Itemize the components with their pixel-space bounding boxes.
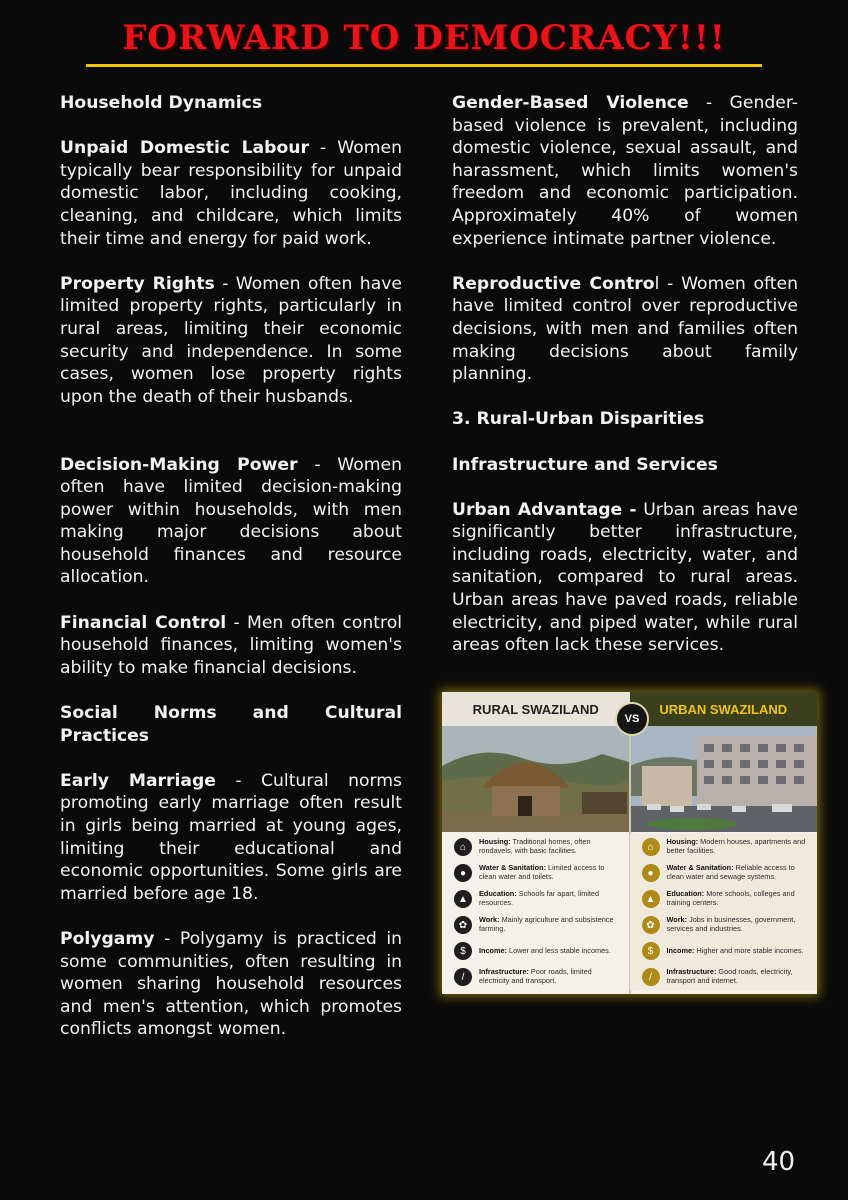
page-number: 40 <box>762 1147 796 1177</box>
row-label: Water & Sanitation: <box>666 863 734 873</box>
paragraph-unpaid-labour <box>60 137 402 250</box>
row-label: Housing: <box>479 837 511 847</box>
section-heading-social-norms: Social Norms and Cultural Practices <box>60 703 402 746</box>
rural-cell <box>442 834 630 860</box>
text-financial-control: - Men often control household finances, limiting women's ability to make financial decisions. <box>60 612 402 678</box>
section-heading-rural-urban: 3. Rural-Urban Disparities <box>452 409 705 430</box>
urban-cell <box>630 912 818 938</box>
comparison-row <box>442 886 817 912</box>
comparison-row <box>442 912 817 938</box>
road-icon: / <box>642 968 660 986</box>
urban-cell <box>630 860 818 886</box>
road-icon: / <box>454 968 472 986</box>
row-label: Housing: <box>666 837 699 847</box>
water-drop-icon: ● <box>642 864 660 882</box>
paragraph-reproductive-control <box>452 273 798 386</box>
term-urban-advantage: Urban Advantage - <box>452 499 637 520</box>
text-reproductive-control: l - Women often have limited control over reproductive decisions, with men and families often making decisions about family planning. <box>452 273 798 385</box>
left-column <box>60 92 402 1041</box>
row-text: Mainly agriculture and subsistence farming. <box>479 915 614 933</box>
row-label: Water & Sanitation: <box>479 863 547 873</box>
rural-cell <box>442 860 630 886</box>
vs-badge: VS <box>615 702 649 736</box>
row-text: Traditional homes, often rondavels, with basic facilities. <box>479 837 591 855</box>
row-text: Higher and more stable incomes. <box>694 945 804 955</box>
term-financial-control: Financial Control <box>60 612 227 633</box>
term-reproductive-control: Reproductive Contro <box>452 273 655 294</box>
text-urban-advantage: Urban areas have significantly better infrastructure, including roads, electricity, water, and sanitation, compared to rural areas. Urban areas have paved roads, reliable electricity, and piped water, while rural areas often lack these services. <box>452 499 799 656</box>
paragraph-decision-making <box>60 454 402 590</box>
page-title: FORWARD TO DEMOCRACY!!! <box>122 18 726 58</box>
text-gender-violence: - Gender-based violence is prevalent, including domestic violence, sexual assault, and harassment, which limits women's freedom and economic participation. Approximately 40% of women experience intimate partner violence. <box>452 93 798 249</box>
work-icon: ✿ <box>454 916 472 934</box>
house-icon: ⌂ <box>454 838 472 856</box>
rural-cell <box>442 938 630 964</box>
paragraph-gender-violence <box>452 92 798 250</box>
work-icon: ✿ <box>642 916 660 934</box>
paragraph-polygamy <box>60 928 402 1041</box>
paragraph-early-marriage <box>60 770 402 906</box>
urban-cell <box>630 886 818 912</box>
row-text: Modern houses, apartments and better facilities. <box>666 837 806 855</box>
term-gender-violence: Gender-Based Violence <box>452 93 689 113</box>
dollar-icon: $ <box>454 942 472 960</box>
rural-vs-urban-infographic <box>442 692 817 994</box>
term-polygamy: Polygamy <box>60 928 155 949</box>
comparison-rows <box>442 834 817 990</box>
paragraph-financial-control <box>60 612 402 680</box>
section-heading-household: Household Dynamics <box>60 93 263 113</box>
row-text: Schools far apart, limited resources. <box>479 889 600 907</box>
comparison-row <box>442 938 817 964</box>
row-text: More schools, colleges and training centers. <box>666 889 795 907</box>
urban-title: URBAN SWAZILAND <box>630 692 818 726</box>
row-label: Work: <box>479 915 500 925</box>
row-label: Infrastructure: <box>479 967 529 977</box>
text-early-marriage: - Cultural norms promoting early marriage often result in girls being married at young ages, limiting their educational and economic opportunities. Some girls are married before age 18. <box>60 770 403 904</box>
row-label: Education: <box>666 889 705 899</box>
term-decision-making: Decision-Making Power <box>60 454 298 475</box>
row-text: Reliable access to clean water and sewage systems. <box>666 863 795 881</box>
row-text: Good roads, electricity, transport and internet. <box>666 967 793 985</box>
water-drop-icon: ● <box>454 864 472 882</box>
row-label: Infrastructure: <box>666 967 717 977</box>
row-label: Income: <box>666 945 695 955</box>
term-early-marriage: Early Marriage <box>60 770 216 791</box>
row-text: Limited access to clean water and toilets. <box>479 863 605 881</box>
row-text: Poor roads, limited electricity and transport. <box>479 967 592 985</box>
paragraph-urban-advantage <box>452 499 798 657</box>
graduation-cap-icon: ▲ <box>642 890 660 908</box>
text-property-rights: - Women often have limited property rights, particularly in rural areas, limiting their economic security and independence. In some cases, women lose property rights upon the death of their husbands. <box>60 273 402 407</box>
term-unpaid-labour: Unpaid Domestic Labour <box>60 138 309 159</box>
section-heading-infrastructure: Infrastructure and Services <box>452 454 718 475</box>
rural-cell <box>442 912 630 938</box>
text-polygamy: - Polygamy is practiced in some communities, often resulting in women sharing household resources and men's attention, which promotes conflicts amongst women. <box>60 928 402 1040</box>
graduation-cap-icon: ▲ <box>454 890 472 908</box>
urban-cell <box>630 938 818 964</box>
rural-cell <box>442 964 630 990</box>
text-unpaid-labour: - Women typically bear responsibility for unpaid domestic labor, including cooking, cleaning, and childcare, which limits their time and energy for paid work. <box>60 138 403 249</box>
text-decision-making: - Women often have limited decision-making power within households, with men making major decisions about household finances and resource allocation. <box>60 454 402 588</box>
rural-title: RURAL SWAZILAND <box>442 692 630 726</box>
rural-cell <box>442 886 630 912</box>
title-underline <box>86 64 762 67</box>
row-text: Lower and less stable incomes. <box>506 945 611 955</box>
comparison-row <box>442 964 817 990</box>
row-label: Income: <box>479 945 507 955</box>
dollar-icon: $ <box>642 942 660 960</box>
comparison-row <box>442 834 817 860</box>
right-column <box>452 92 798 657</box>
row-text: Jobs in businesses, government, services and industries. <box>666 915 796 933</box>
term-property-rights: Property Rights <box>60 273 215 294</box>
paragraph-property-rights <box>60 273 402 409</box>
row-label: Education: <box>479 889 517 899</box>
urban-cell <box>630 964 818 990</box>
comparison-row <box>442 860 817 886</box>
row-label: Work: <box>666 915 688 925</box>
urban-cell <box>630 834 818 860</box>
house-icon: ⌂ <box>642 838 660 856</box>
